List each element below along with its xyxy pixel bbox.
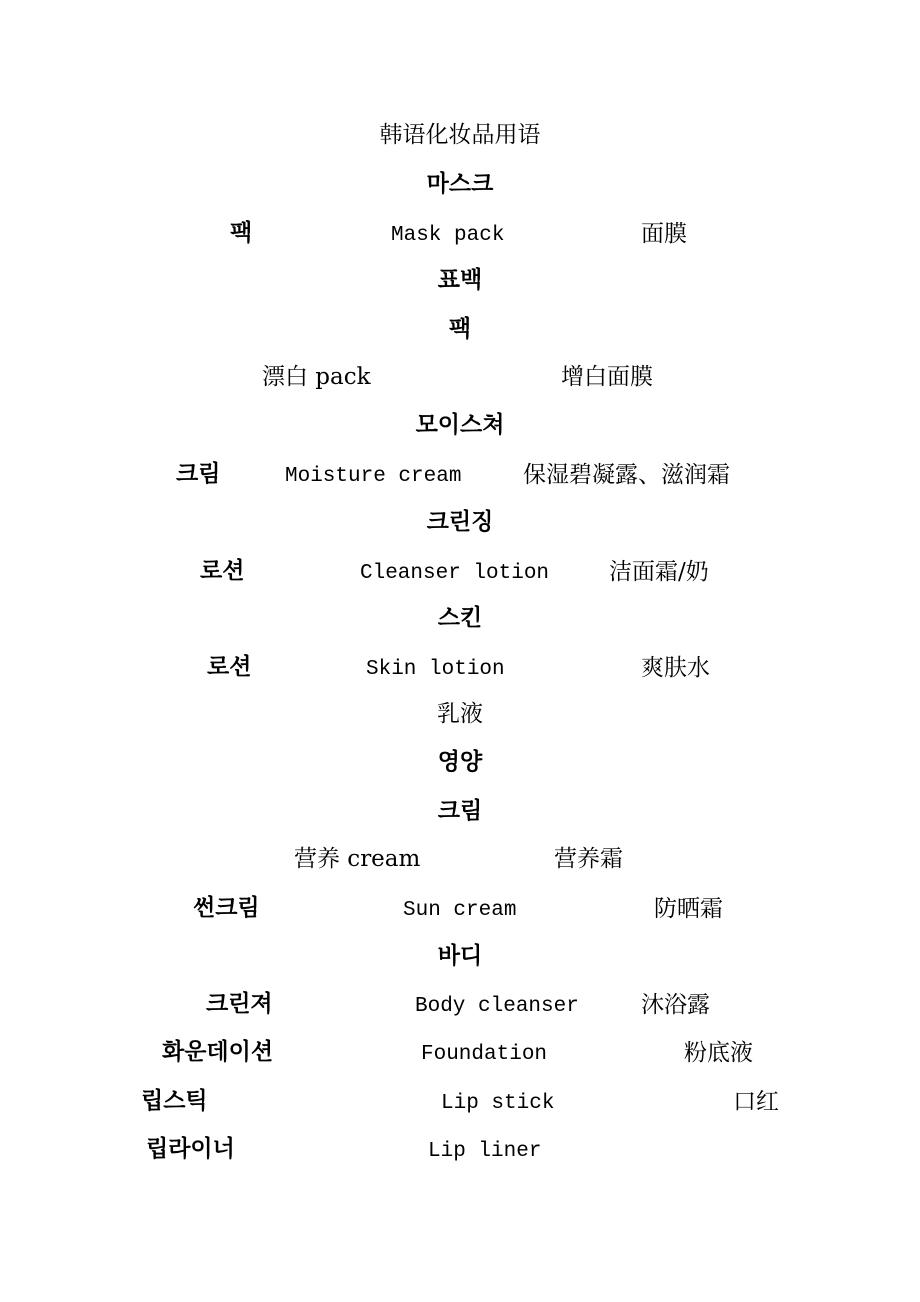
term-english: Lip stick	[441, 1092, 555, 1115]
term-english: Skin lotion	[366, 658, 505, 681]
term-korean-line2: 크림	[437, 798, 483, 824]
term-korean-line1: 크린징	[426, 509, 494, 535]
term-english: 漂白 pack	[262, 364, 371, 390]
term-chinese: 乳液	[437, 701, 483, 727]
term-english: Sun cream	[403, 899, 517, 922]
term-korean-line2: 팩	[448, 316, 472, 342]
term-korean-line1: 바디	[437, 943, 483, 969]
term-chinese: 洁面霜/奶	[609, 559, 709, 585]
term-chinese: 沐浴露	[641, 992, 710, 1018]
term-chinese: 面膜	[641, 221, 687, 247]
term-chinese: 爽肤水	[641, 655, 710, 681]
term-korean-line1: 영양	[437, 749, 483, 775]
term-chinese: 防晒霜	[654, 896, 723, 922]
term-korean-line2: 팩	[230, 220, 253, 246]
term-korean-line1: 표백	[437, 267, 483, 293]
term-korean-line1: 모이스쳐	[415, 412, 505, 438]
page-title: 韩语化妆品用语	[379, 122, 541, 148]
term-korean: 썬크림	[193, 895, 260, 921]
term-korean-line2: 크린져	[206, 991, 273, 1017]
term-korean: 립스틱	[141, 1088, 208, 1114]
term-chinese: 增白面膜	[561, 364, 653, 390]
term-korean: 립라이너	[146, 1136, 235, 1162]
term-korean: 화운데이션	[162, 1039, 274, 1065]
term-english: 营养 cream	[294, 846, 421, 872]
term-korean-line2: 로션	[207, 654, 252, 680]
term-english: Lip liner	[428, 1140, 542, 1163]
term-chinese: 粉底液	[684, 1040, 753, 1066]
term-korean-line1: 스킨	[437, 605, 483, 631]
term-chinese: 口红	[733, 1089, 779, 1115]
term-english: Mask pack	[391, 224, 505, 247]
term-english: Foundation	[421, 1043, 548, 1066]
term-korean-line2: 크림	[176, 461, 221, 487]
term-chinese: 营养霜	[554, 846, 623, 872]
term-chinese: 保湿碧凝露、滋润霜	[523, 462, 730, 488]
term-english: Body cleanser	[415, 995, 579, 1018]
term-korean-line2: 로션	[200, 558, 245, 584]
term-english: Cleanser lotion	[360, 562, 550, 585]
term-korean-line1: 마스크	[426, 171, 494, 197]
term-english: Moisture cream	[285, 465, 462, 488]
